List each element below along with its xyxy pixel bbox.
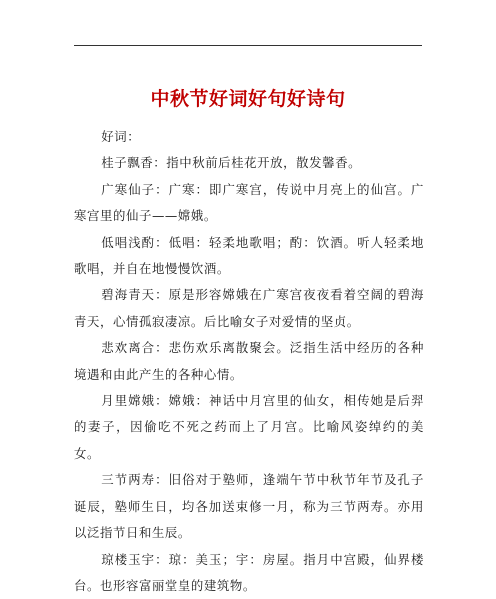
entry-paragraph: 悲欢离合：悲伤欢乐离散聚会。泛指生活中经历的各种境遇和由此产生的各种心情。 [74,335,424,388]
section-label: 好词： [74,124,424,150]
entry-paragraph: 碧海青天：原是形容嫦娥在广寒宫夜夜看着空阔的碧海青天，心情孤寂凄凉。后比喻女子对爱情的坚贞。 [74,282,424,335]
entry-paragraph: 三节两寿：旧俗对于塾师，逢端午节中秋节年节及孔子诞辰，塾师生日，均各加送束修一月，称为三节两寿。亦用以泛指节日和生辰。 [74,467,424,546]
header-rule [74,45,422,46]
entry-paragraph: 琼楼玉宇：琼：美玉；宇：房屋。指月中宫殿，仙界楼台。也形容富丽堂皇的建筑物。 [74,547,424,599]
entry-paragraph: 月里嫦娥：嫦娥：神话中月宫里的仙女，相传她是后羿的妻子，因偷吃不死之药而上了月宫。比喻风姿绰约的美女。 [74,388,424,467]
entry-paragraph: 桂子飘香：指中秋前后桂花开放，散发馨香。 [74,150,424,176]
entry-paragraph: 广寒仙子：广寒：即广寒宫，传说中月亮上的仙宫。广寒宫里的仙子——嫦娥。 [74,177,424,230]
document-body [74,124,424,599]
document-title: 中秋节好词好句好诗句 [0,87,496,111]
entry-paragraph: 低唱浅酌：低唱：轻柔地歌唱；酌：饮酒。听人轻柔地歌唱，并自在地慢慢饮酒。 [74,230,424,283]
